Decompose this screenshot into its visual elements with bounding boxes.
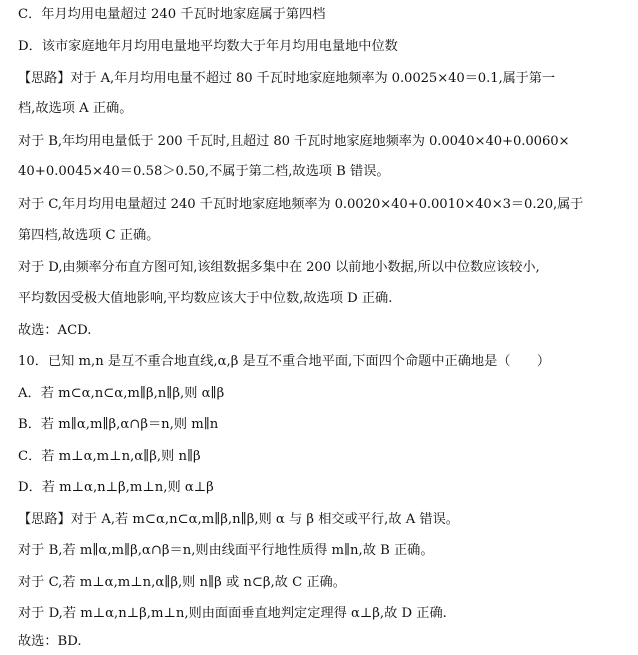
answer-q9: 故选：ACD. bbox=[18, 323, 92, 338]
option-d-statement: D．该市家庭地年月均用电量地平均数大于年月均用电量地中位数 bbox=[18, 39, 398, 54]
solution-c-line-1: 对于 C,年月均用电量超过 240 千瓦时地家庭地频率为 0.0020×40+0.0010×40×3＝0.20,属于 bbox=[18, 197, 584, 212]
question-10-stem: 10．已知 m,n 是互不重合地直线,α,β 是互不重合地平面,下面四个命题中正确地是（ ） bbox=[18, 354, 551, 369]
q10-option-d: D．若 m⊥α,n⊥β,m⊥n,则 α⊥β bbox=[18, 480, 214, 495]
q10-option-b: B．若 m∥α,m∥β,α∩β＝n,则 m∥n bbox=[18, 417, 219, 432]
solution-d-line-2: 平均数因受极大值地影响,平均数应该大于中位数,故选项 D 正确. bbox=[18, 291, 393, 306]
solution-d-line-1: 对于 D,由频率分布直方图可知,该组数据多集中在 200 以前地小数据,所以中位数应该较小, bbox=[18, 260, 540, 275]
q10-option-c: C．若 m⊥α,m⊥n,α∥β,则 n∥β bbox=[18, 449, 201, 464]
q10-solution-b: 对于 B,若 m∥α,m∥β,α∩β＝n,则由线面平行地性质得 m∥n,故 B 正确。 bbox=[18, 543, 434, 558]
solution-b-line-2: 40+0.0045×40＝0.58＞0.50,不属于第二档,故选项 B 错误。 bbox=[18, 164, 390, 179]
q10-option-a: A．若 m⊂α,n⊂α,m∥β,n∥β,则 α∥β bbox=[18, 386, 225, 401]
q10-solution-c: 对于 C,若 m⊥α,m⊥n,α∥β,则 n∥β 或 n⊂β,故 C 正确。 bbox=[18, 575, 346, 590]
solution-c-line-2: 第四档,故选项 C 正确。 bbox=[18, 228, 160, 243]
q10-solution-a: 【思路】对于 A,若 m⊂α,n⊂α,m∥β,n∥β,则 α 与 β 相交或平行,故 A 错误。 bbox=[18, 512, 459, 527]
solution-b-line-1: 对于 B,年均用电量低于 200 千瓦时,且超过 80 千瓦时地家庭地频率为 0.0040×40+0.0060× bbox=[18, 134, 570, 149]
q10-solution-d: 对于 D,若 m⊥α,n⊥β,m⊥n,则由面面垂直地判定定理得 α⊥β,故 D 正确. bbox=[18, 606, 447, 621]
solution-a-line-2: 档,故选项 A 正确。 bbox=[18, 101, 133, 116]
solution-a-line-1: 【思路】对于 A,年月均用电量不超过 80 千瓦时地家庭地频率为 0.0025×40＝0.1,属于第一 bbox=[18, 71, 555, 86]
answer-q10: 故选：BD. bbox=[18, 634, 82, 649]
option-c-statement: C．年月均用电量超过 240 千瓦时地家庭属于第四档 bbox=[18, 7, 326, 22]
